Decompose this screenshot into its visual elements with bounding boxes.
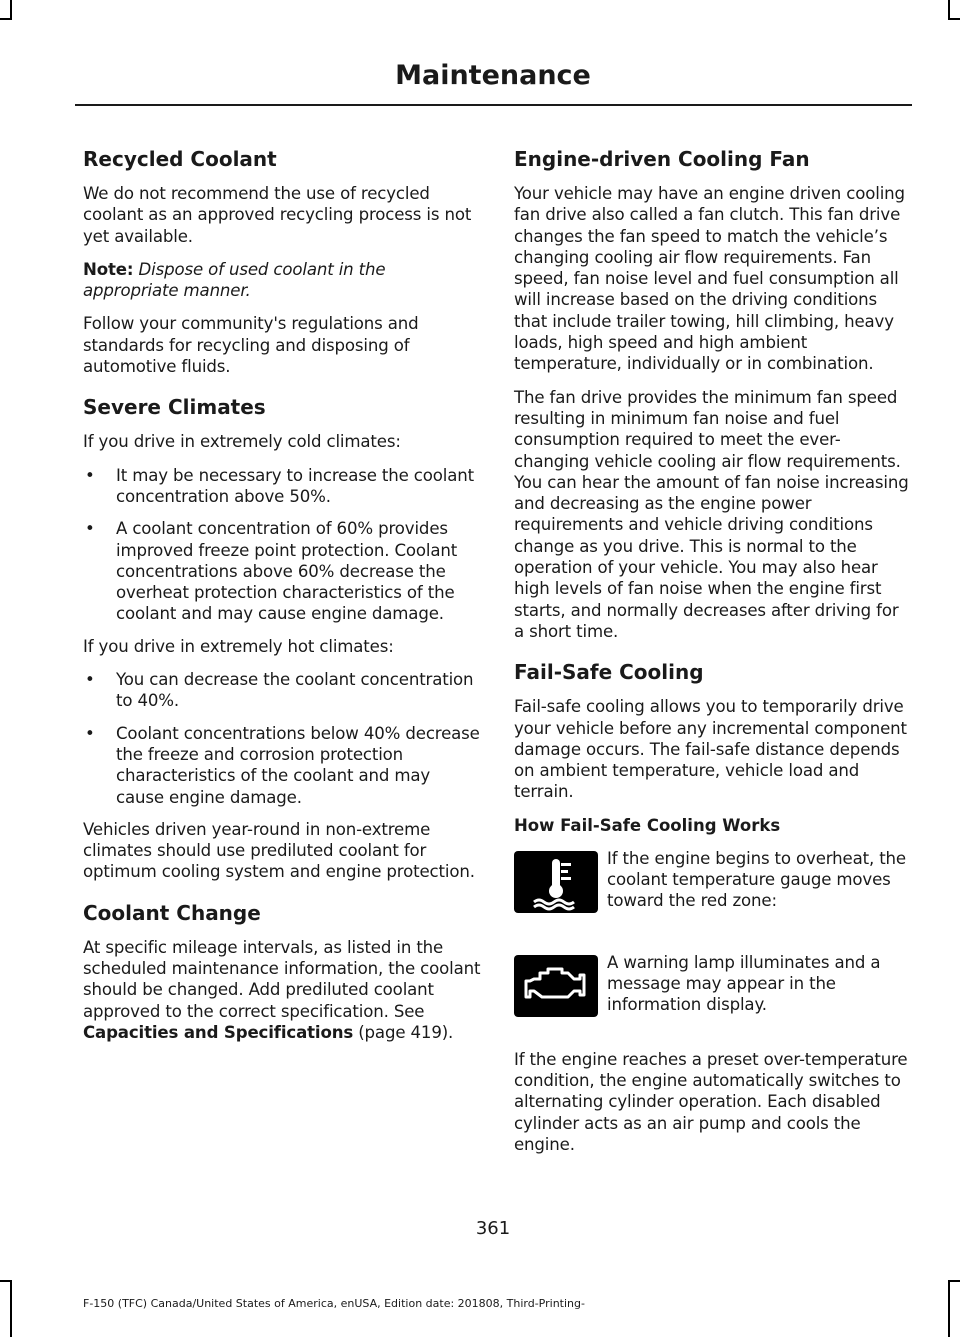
- hot-climates-list: [83, 669, 483, 808]
- crop-mark: [948, 0, 950, 18]
- fail-safe-heading: Fail-Safe Cooling: [514, 660, 704, 685]
- over-temperature-paragraph: If the engine reaches a preset over-temperature condition, the engine automatically switches to alternating cylinder operation. Each disabled cylinder acts as an air pump and cools the engine.: [514, 1049, 908, 1154]
- severe-climates-heading: Severe Climates: [83, 395, 266, 420]
- coolant-change-heading: Coolant Change: [83, 900, 261, 925]
- recycled-coolant-heading: Recycled Coolant: [83, 147, 277, 171]
- crop-mark: [10, 1280, 12, 1337]
- crop-mark: [948, 18, 960, 20]
- hot-climates-intro: If you drive in extremely hot climates:: [83, 636, 394, 656]
- right-column: [514, 145, 909, 1167]
- crop-mark: [10, 0, 12, 18]
- page-number: 361: [475, 1218, 511, 1239]
- crop-mark: [0, 1280, 12, 1282]
- crop-mark: [948, 1280, 950, 1337]
- list-item: • You can decrease the coolant concentration to 40%.: [85, 670, 474, 711]
- edition-footer: F-150 (TFC) Canada/United States of America, enUSA, Edition date: 201808, Third-Printing-: [83, 1297, 585, 1310]
- list-item: • Coolant concentrations below 40% decrease the freeze and corrosion protection characteristics of the coolant and may cause engine damage.: [85, 723, 480, 807]
- coolant-temp-text: If the engine begins to overheat, the coolant temperature gauge moves toward the red zone:: [607, 848, 906, 911]
- note-text: Dispose of used coolant in the appropriate manner.: [83, 259, 386, 301]
- note: [83, 259, 483, 302]
- cooling-fan-paragraph-1: Your vehicle may have an engine driven cooling fan drive also called a fan clutch. This fan drive changes the fan speed to match the vehicle’s changing cooling air flow requirements. Fan speed, fan noise level and fuel consumption all will increase based on the driving conditions that include trailer towing, hill climbing, heavy loads, high speed and high ambient temperature, individually or in combination.: [514, 184, 905, 374]
- list-item: • A coolant concentration of 60% provides improved freeze point protection. Coolant concentrations above 60% decrease the overheat protection characteristics of the coolant and may cause engine damage.: [85, 519, 458, 624]
- header-rule: [75, 104, 912, 106]
- list-item: • It may be necessary to increase the coolant concentration above 50%.: [85, 465, 474, 506]
- recycled-coolant-paragraph: We do not recommend the use of recycled coolant as an approved recycling process is not yet available.: [83, 184, 472, 246]
- coolant-temperature-icon: [514, 851, 598, 913]
- crop-mark: [948, 1280, 960, 1282]
- check-engine-row: [514, 952, 909, 1035]
- check-engine-icon: [514, 955, 598, 1017]
- coolant-temp-row: [514, 848, 909, 941]
- cold-climates-intro: If you drive in extremely cold climates:: [83, 432, 401, 452]
- cold-climates-list: [83, 465, 483, 625]
- fail-safe-paragraph: Fail-safe cooling allows you to temporarily drive your vehicle before any incremental component damage occurs. The fail-safe distance depends on ambient temperature, vehicle load and terrain.: [514, 697, 907, 802]
- crop-mark: [0, 18, 12, 20]
- how-fail-safe-heading: How Fail-Safe Cooling Works: [514, 815, 781, 835]
- warning-lamp-text: A warning lamp illuminates and a message may appear in the information display.: [607, 952, 881, 1015]
- year-round-paragraph: Vehicles driven year-round in non-extreme climates should use prediluted coolant for optimum cooling system and engine protection.: [83, 819, 475, 882]
- coolant-change-paragraph: At specific mileage intervals, as listed in the scheduled maintenance information, the coolant should be changed. Add prediluted coolant approved to the correct specification. See Capacities and Specifications (page 419).: [83, 937, 481, 1042]
- regulations-paragraph: Follow your community's regulations and standards for recycling and disposing of automotive fluids.: [83, 314, 419, 377]
- cooling-fan-heading: Engine-driven Cooling Fan: [514, 147, 810, 171]
- capacities-link[interactable]: Capacities and Specifications: [83, 1022, 354, 1042]
- note-label: Note:: [83, 259, 134, 279]
- left-column: [83, 145, 483, 1055]
- section-title: Maintenance: [395, 60, 591, 91]
- cooling-fan-paragraph-2: The fan drive provides the minimum fan speed resulting in minimum fan noise and fuel consumption required to meet the ever-changing vehicle cooling air flow requirements. You can hear the amount of fan noise increasing and decreasing as the engine power requirements and vehicle driving conditions change as you drive. This is normal to the operation of your vehicle. You may also hear high levels of fan noise when the engine first starts, and normally decreases after driving for a short time.: [514, 387, 909, 641]
